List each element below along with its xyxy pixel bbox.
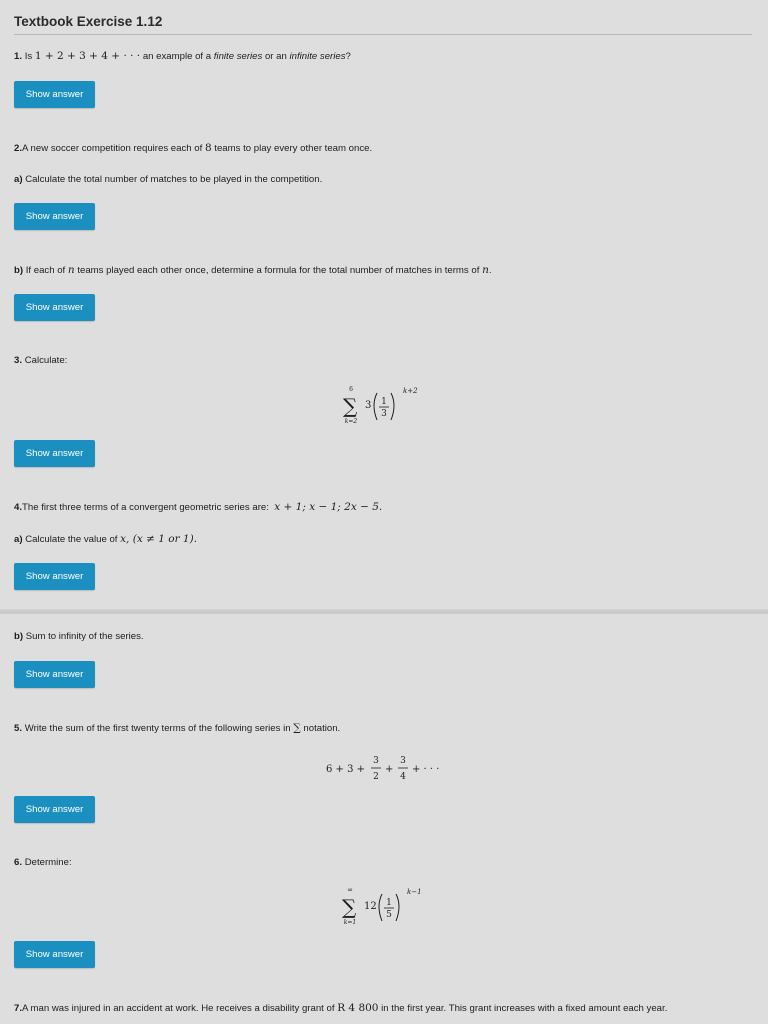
question-3: [14, 354, 67, 368]
question-7-post: in the first year. This grant increases with a fixed amount each year.: [381, 1003, 668, 1014]
question-2a-label: a): [14, 174, 23, 185]
question-4a: [14, 532, 197, 547]
question-6-number: 6.: [14, 857, 23, 868]
question-3-text: Calculate:: [24, 355, 68, 366]
question-2a-text: Calculate the total number of matches to be played in the competition.: [25, 174, 323, 185]
question-1-finite: finite series: [213, 51, 263, 62]
question-2a: [14, 173, 322, 187]
q6-frac-num: 1: [386, 898, 392, 908]
question-4b-text: Sum to infinity of the series.: [25, 631, 144, 642]
q5-series-end: + · · ·: [412, 764, 440, 775]
question-4: [14, 500, 382, 515]
question-3-formula: [340, 382, 440, 435]
q3-sigma-icon: ∑: [343, 394, 358, 418]
question-5-post: notation.: [303, 723, 341, 734]
question-1-number: 1.: [14, 51, 23, 62]
question-2b-label: b): [14, 265, 24, 276]
q5-f1-num: 3: [373, 756, 379, 766]
q3-sum-lower: k=2: [344, 418, 358, 425]
question-2b: [14, 263, 492, 278]
show-answer-button-q2b[interactable]: Show answer: [14, 294, 95, 321]
q3-right-paren: [391, 393, 394, 420]
q5-f2-num: 3: [400, 756, 406, 766]
question-5-formula: [326, 749, 456, 794]
question-4a-text: Calculate the value of: [25, 534, 118, 545]
q5-series-start: 6 + 3 +: [326, 764, 366, 775]
question-2b-mid: teams played each other once, determine a formula for the total number of matches in terms of: [77, 265, 480, 276]
question-2: [14, 141, 372, 156]
question-4-text: The first three terms of a convergent geometric series are:: [22, 502, 269, 513]
show-answer-button-q4a[interactable]: Show answer: [14, 563, 95, 590]
question-2b-end: .: [488, 265, 492, 276]
q3-exponent: k+2: [403, 387, 418, 395]
question-6-formula: [338, 883, 438, 936]
question-4b: [14, 630, 144, 644]
question-2-pre: A new soccer competition requires each of: [22, 143, 203, 154]
q6-frac-den: 5: [386, 910, 392, 920]
q6-sum-upper: ∞: [347, 886, 353, 894]
question-1-infinite: infinite series: [289, 51, 346, 62]
q5-f1-den: 2: [373, 772, 379, 782]
question-7: [14, 1001, 667, 1016]
question-4-number: 4.: [14, 502, 23, 513]
q3-left-paren: [374, 393, 377, 420]
question-5-pre: Write the sum of the first twenty terms of the following series in: [24, 723, 291, 734]
question-6: [14, 856, 72, 870]
question-3-number: 3.: [14, 355, 23, 366]
question-2-post: teams to play every other team once.: [214, 143, 373, 154]
q6-coefficient: 12: [364, 901, 377, 912]
content-panel-bottom: [0, 614, 768, 1024]
q5-plus: +: [385, 764, 394, 775]
q6-right-paren: [396, 894, 399, 921]
title-rule: [14, 34, 752, 35]
question-2-teams: 8: [204, 142, 212, 154]
q5-f2-den: 4: [400, 772, 406, 782]
question-2-number: 2.: [14, 143, 23, 154]
show-answer-button-q6[interactable]: Show answer: [14, 941, 95, 968]
question-4a-label: a): [14, 534, 23, 545]
question-1: [14, 49, 351, 64]
question-4a-math: x, (x ≠ 1 or 1).: [120, 533, 198, 545]
q6-left-paren: [379, 894, 382, 921]
question-6-text: Determine:: [24, 857, 72, 868]
question-1-pre: Is: [24, 51, 33, 62]
q3-frac-den: 3: [381, 409, 387, 419]
show-answer-button-q2a[interactable]: Show answer: [14, 203, 95, 230]
question-1-or: or an: [264, 51, 287, 62]
question-2b-pre: If each of: [25, 265, 66, 276]
question-4b-label: b): [14, 631, 24, 642]
question-7-amount: R 4 800: [337, 1002, 379, 1014]
q6-sum-lower: k=1: [343, 919, 357, 926]
show-answer-button-q1[interactable]: Show answer: [14, 81, 95, 108]
question-5-sigma-icon: ∑: [293, 722, 301, 734]
q3-sum-upper: 6: [349, 386, 353, 393]
question-7-number: 7.: [14, 1003, 23, 1014]
question-2b-var: n: [67, 264, 75, 276]
q6-exponent: k−1: [407, 888, 422, 896]
question-1-end: ?: [345, 51, 351, 62]
question-7-pre: A man was injured in an accident at work. He receives a disability grant of: [22, 1003, 335, 1014]
question-1-mid: an example of a: [142, 51, 212, 62]
question-1-math: 1 + 2 + 3 + 4 + · · ·: [34, 50, 141, 62]
show-answer-button-q3[interactable]: Show answer: [14, 440, 95, 467]
question-5-number: 5.: [14, 723, 23, 734]
page-title: Textbook Exercise 1.12: [14, 14, 163, 29]
q6-sigma-icon: ∑: [342, 895, 357, 919]
q3-coefficient: 3: [365, 400, 372, 411]
question-4-terms: x + 1; x − 1; 2x − 5.: [274, 501, 383, 513]
show-answer-button-q4b[interactable]: Show answer: [14, 661, 95, 688]
question-2b-var2: n: [482, 264, 489, 276]
show-answer-button-q5[interactable]: Show answer: [14, 796, 95, 823]
question-5: [14, 721, 340, 736]
q3-frac-num: 1: [381, 397, 387, 407]
